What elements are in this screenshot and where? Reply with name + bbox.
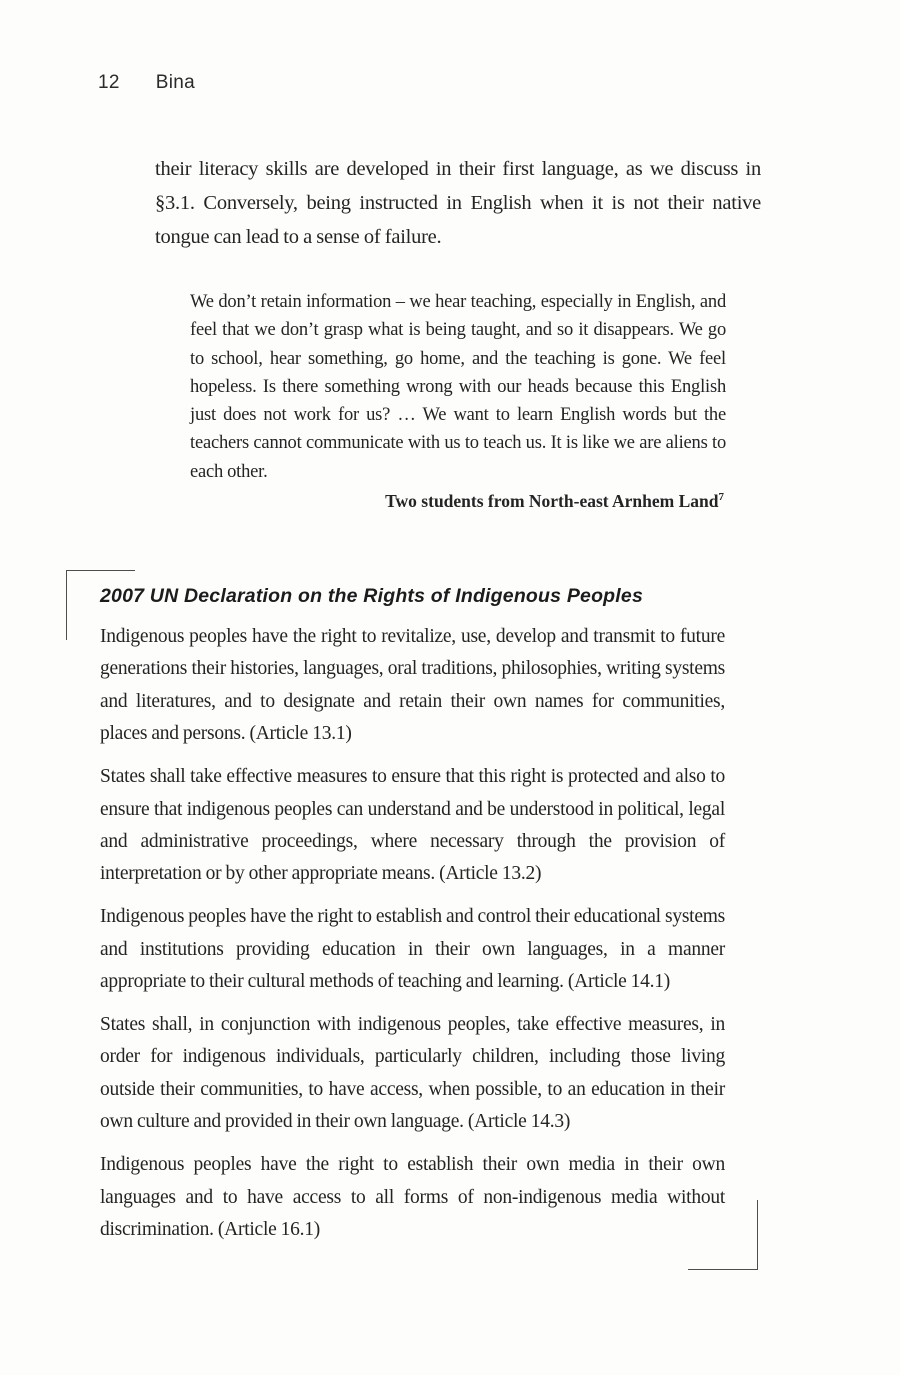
feature-paragraph-article-16-1: Indigenous peoples have the right to establish their own media in their own languages and to have access to all forms of non-indigenous media without discrimination. (Article 16.1)	[100, 1154, 725, 1240]
feature-box-body	[100, 621, 725, 1257]
feature-paragraph-article-14-3: States shall, in conjunction with indigenous peoples, take effective measures, in order for indigenous individuals, particularly children, including those living outside their communities, to have access, when possible, to an education in their own culture and provided in their own language. (Article 14.3)	[100, 1013, 725, 1133]
footnote-marker: 7	[718, 491, 724, 504]
feature-box-heading: 2007 UN Declaration on the Rights of Indigenous Peoples	[100, 585, 644, 607]
attribution-text: Two students from North-east Arnhem Land	[385, 491, 719, 512]
blockquote-text: We don’t retain information – we hear teaching, especially in English, and feel that we don’t grasp what is being taught, and so it disappears. We go to school, hear something, go home, and the teaching is gone. We feel hopeless. Is there something wrong with our heads because this English just does not work for us? … We want to learn English words but the teachers cannot communicate with us to teach us. It is like we are aliens to each other.	[190, 292, 726, 482]
box-corner-bottom-right	[688, 1200, 758, 1270]
blockquote-attribution	[190, 487, 726, 515]
page-number: 12	[98, 72, 120, 93]
intro-paragraph: their literacy skills are developed in their first language, as we discuss in §3.1. Conversely, being instructed in English when it is not their native tongue can lead to a sense of failure.	[155, 158, 761, 248]
student-blockquote	[190, 288, 726, 515]
page-header	[98, 72, 195, 94]
feature-paragraph-article-13-1: Indigenous peoples have the right to revitalize, use, develop and transmit to future generations their histories, languages, oral traditions, philosophies, writing systems and literatures, and to designate and retain their own names for communities, places and persons. (Article 13.1)	[100, 626, 725, 745]
running-head: Bina	[155, 72, 195, 93]
feature-paragraph-article-14-1: Indigenous peoples have the right to establish and control their educational systems and institutions providing education in their own languages, in a manner appropriate to their cultural methods of teaching and learning. (Article 14.1)	[100, 906, 725, 993]
feature-paragraph-article-13-2: States shall take effective measures to ensure that this right is protected and also to ensure that indigenous peoples can understand and be understood in political, legal and administrative proceedings, where necessary through the provision of interpretation or by other appropriate means. (Article 13.2)	[100, 766, 725, 885]
